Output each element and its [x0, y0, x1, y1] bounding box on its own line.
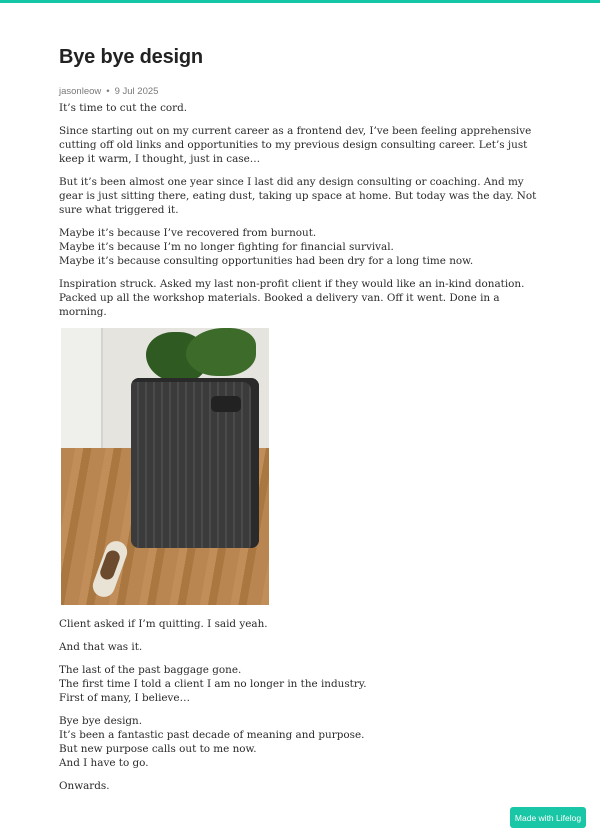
- suitcase-photo: [61, 328, 269, 605]
- post-title: Bye bye design: [59, 46, 203, 68]
- paragraph: Maybe it’s because I’ve recovered from burnout. Maybe it’s because I’m no longer fighting for financial survival. Maybe it’s because consulting opportunities had been dry for a long time now.: [59, 227, 474, 267]
- paragraph: It’s time to cut the cord.: [59, 102, 188, 114]
- paragraph: Since starting out on my current career as a frontend dev, I’ve been feeling apprehensive cutting off old links and opportunities to my previous design consulting career. Let’s just keep it warm, I thought, just in case…: [59, 125, 532, 165]
- paragraph: The last of the past baggage gone. The first time I told a client I am no longer in the industry. First of many, I believe…: [59, 664, 367, 704]
- paragraph: And that was it.: [59, 641, 143, 653]
- paragraph: Onwards.: [59, 780, 110, 792]
- paragraph: But it’s been almost one year since I last did any design consulting or coaching. And my gear is just sitting there, eating dust, taking up space at home. But today was the day. Not sure what triggered it.: [59, 176, 537, 216]
- meta-separator: •: [106, 86, 110, 97]
- post-meta: [59, 86, 544, 98]
- paragraph: Client asked if I’m quitting. I said yeah.: [59, 618, 268, 630]
- post-date: 9 Jul 2025: [114, 86, 159, 97]
- top-accent-bar: [0, 0, 600, 3]
- made-with-lifelog-badge[interactable]: Made with Lifelog: [510, 807, 586, 828]
- paragraph: Bye bye design. It’s been a fantastic past decade of meaning and purpose. But new purpose calls out to me now. And I have to go.: [59, 715, 365, 769]
- paragraph: Inspiration struck. Asked my last non-profit client if they would like an in-kind donation. Packed up all the workshop materials. Booked a delivery van. Off it went. Done in a morning.: [59, 278, 525, 318]
- author-link[interactable]: jasonleow: [59, 86, 102, 97]
- post-body: [59, 101, 544, 793]
- article: [59, 44, 544, 802]
